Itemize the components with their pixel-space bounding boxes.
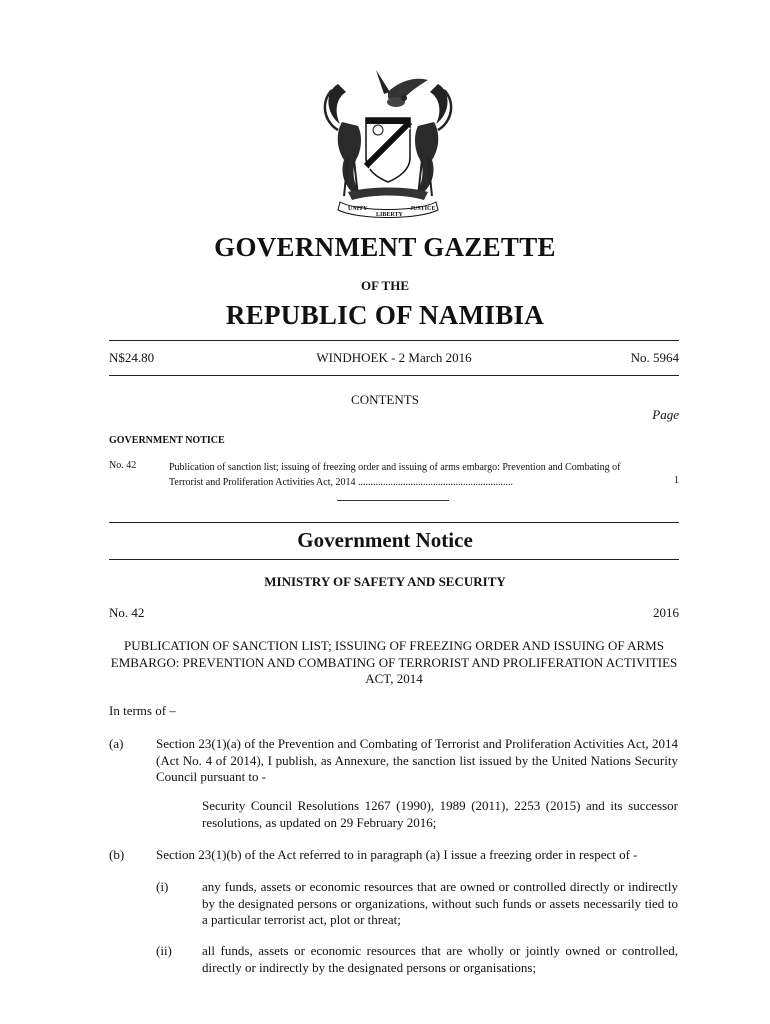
para-b-label: (b)	[109, 847, 125, 862]
sub-ii-label: (ii)	[156, 943, 172, 958]
issue-price: N$24.80	[109, 350, 155, 365]
motto-justice: JUSTICE	[410, 206, 436, 212]
para-a-subtext: Security Council Resolutions 1267 (1990), 1989 (2011), 2253 (2015) and its successor resolutions, as updated on 29 February 2016;	[202, 798, 678, 830]
contents-page-heading: Page	[652, 407, 679, 422]
issue-place-date: WINDHOEK - 2 March 2016	[316, 350, 472, 365]
issue-number: No. 5964	[630, 350, 679, 365]
masthead-rule-bottom	[109, 375, 679, 376]
motto-liberty: LIBERTY	[376, 212, 403, 218]
gazette-republic: REPUBLIC OF NAMIBIA	[225, 300, 545, 330]
contents-section-heading: GOVERNMENT NOTICE	[109, 435, 225, 446]
sub-ii-text: all funds, assets or economic resources that are wholly or jointly owned or controlled, directly or indirectly by the designated persons or organisations;	[202, 943, 678, 975]
notice-rule-bottom	[109, 559, 679, 560]
toc-item-number: No. 42	[109, 460, 137, 471]
issue-info-bar	[109, 350, 679, 368]
notice-number-row	[109, 605, 679, 623]
toc-item-text: Publication of sanction list; issuing of freezing order and issuing of arms embargo: Prevention and Combating of Terrorist and Proliferation Activities Act, 2014 ..............................................................	[169, 462, 621, 488]
notice-year: 2016	[653, 605, 679, 620]
notice-heading: Government Notice	[297, 528, 473, 552]
gazette-of-the: OF THE	[360, 278, 410, 293]
para-b-text: Section 23(1)(b) of the Act referred to in paragraph (a) I issue a freezing order in respect of -	[156, 847, 638, 862]
notice-number: No. 42	[109, 605, 145, 620]
notice-intro: In terms of –	[109, 703, 176, 718]
motto-unity: UNITY	[348, 206, 368, 212]
sub-i-label: (i)	[156, 879, 169, 894]
contents-end-rule	[337, 500, 449, 501]
ministry-heading: MINISTRY OF SAFETY AND SECURITY	[264, 574, 506, 589]
notice-rule-top	[109, 522, 679, 523]
para-a-text: Section 23(1)(a) of the Prevention and Combating of Terrorist and Proliferation Activities Act, 2014 (Act No. 4 of 2014), I publish, as Annexure, the sanction list issued by the United Nations Security Council pursuant to -	[156, 736, 678, 784]
notice-title: PUBLICATION OF SANCTION LIST; ISSUING OF FREEZING ORDER AND ISSUING OF ARMS EMBARGO: PREVENTION AND COMBATING OF TERRORIST AND PROLIFERATION ACTIVITIES ACT, 2014	[110, 638, 678, 686]
masthead-rule-top	[109, 340, 679, 341]
para-a-label: (a)	[109, 736, 124, 751]
contents-heading: CONTENTS	[351, 392, 419, 407]
toc-item-page: 1	[674, 475, 679, 486]
coat-of-arms-icon	[318, 62, 458, 220]
gazette-title: GOVERNMENT GAZETTE	[214, 232, 556, 262]
sub-i-text: any funds, assets or economic resources that are owned or controlled directly or indirectly by the designated persons or organizations, without such funds or assets necessarily tied to a particular terrorist act, plot or threat;	[202, 879, 678, 927]
